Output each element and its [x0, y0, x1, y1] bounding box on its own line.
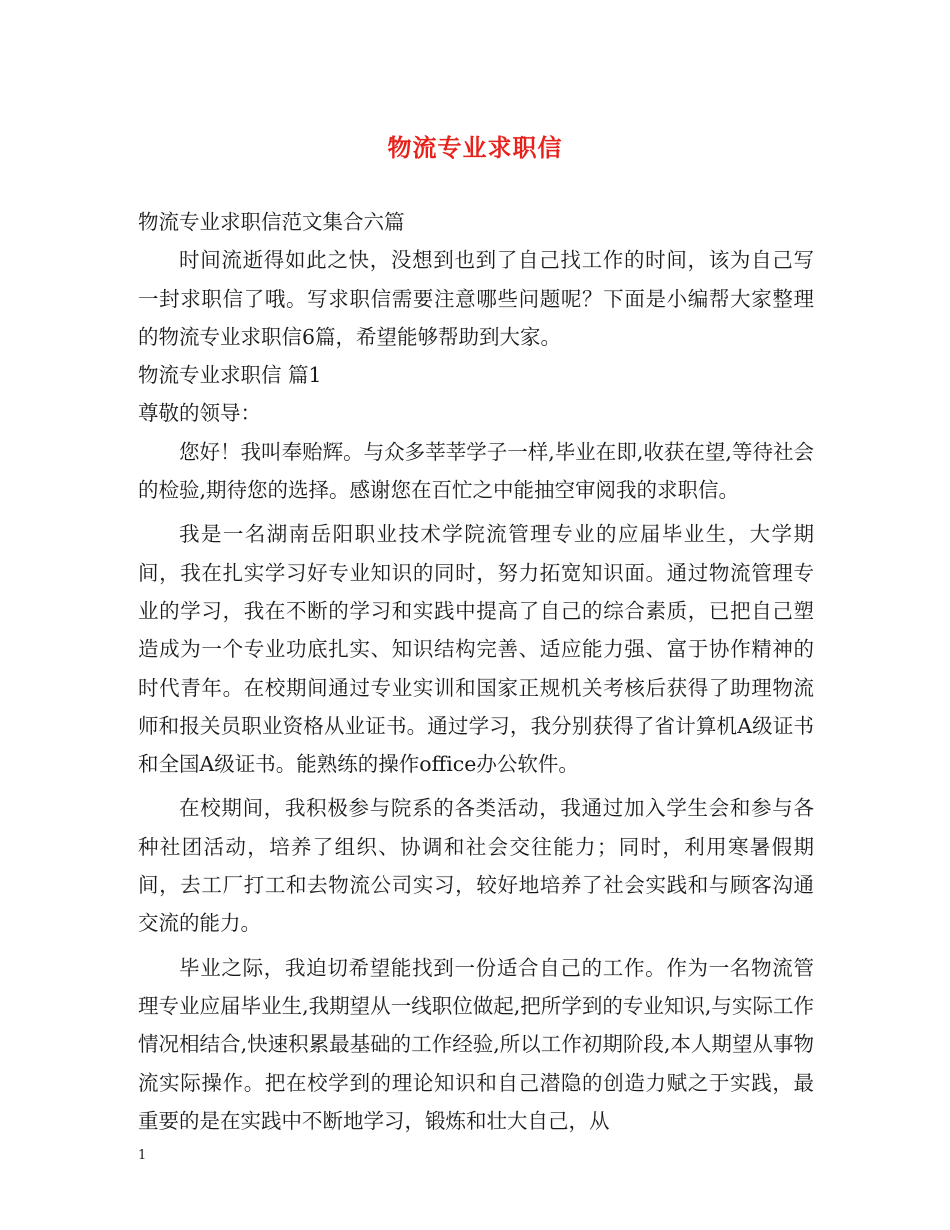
paragraph: 您好！我叫奉贻辉。与众多莘莘学子一样,毕业在即,收获在望,等待社会的检验,期待您的选择。感谢您在百忙之中能抽空审阅我的求职信。 [138, 439, 814, 503]
document-title: 物流专业求职信 [387, 133, 563, 162]
page-number: 1 [138, 1148, 147, 1163]
paragraph: 尊敬的领导： [138, 401, 261, 426]
paragraph: 时间流逝得如此之快，没想到也到了自己找工作的时间，该为自己写一封求职信了哦。写求职信需要注意哪些问题呢？下面是小编帮大家整理的物流专业求职信6篇，希望能够帮助到大家。 [138, 248, 814, 349]
document-body [138, 203, 814, 1140]
paragraph: 毕业之际，我迫切希望能找到一份适合自己的工作。作为一名物流管理专业应届毕业生,我期望从一线职位做起,把所学到的专业知识,与实际工作情况相结合,快速积累最基础的工作经验,所以工作初期阶段,本人期望从事物流实际操作。把在校学到的理论知识和自己潜隐的创造力赋之于实践，最重要的是在实践中不断地学习，锻炼和壮大自己，从 [138, 955, 814, 1133]
paragraph: 在校期间，我积极参与院系的各类活动，我通过加入学生会和参与各种社团活动，培养了组织、协调和社会交往能力；同时，利用寒暑假期间，去工厂打工和去物流公司实习，较好地培养了社会实践和与顾客沟通交流的能力。 [138, 796, 814, 936]
paragraph: 我是一名湖南岳阳职业技术学院流管理专业的应届毕业生，大学期间，我在扎实学习好专业知识的同时，努力拓宽知识面。通过物流管理专业的学习，我在不断的学习和实践中提高了自己的综合素质，已把自己塑造成为一个专业功底扎实、知识结构完善、适应能力强、富于协作精神的时代青年。在校期间通过专业实训和国家正规机关考核后获得了助理物流师和报关员职业资格从业证书。通过学习，我分别获得了省计算机A级证书和全国A级证书。能熟练的操作office办公软件。 [138, 522, 814, 777]
paragraph: 物流专业求职信范文集合六篇 [138, 210, 405, 234]
paragraph: 物流专业求职信 篇1 [138, 363, 322, 388]
